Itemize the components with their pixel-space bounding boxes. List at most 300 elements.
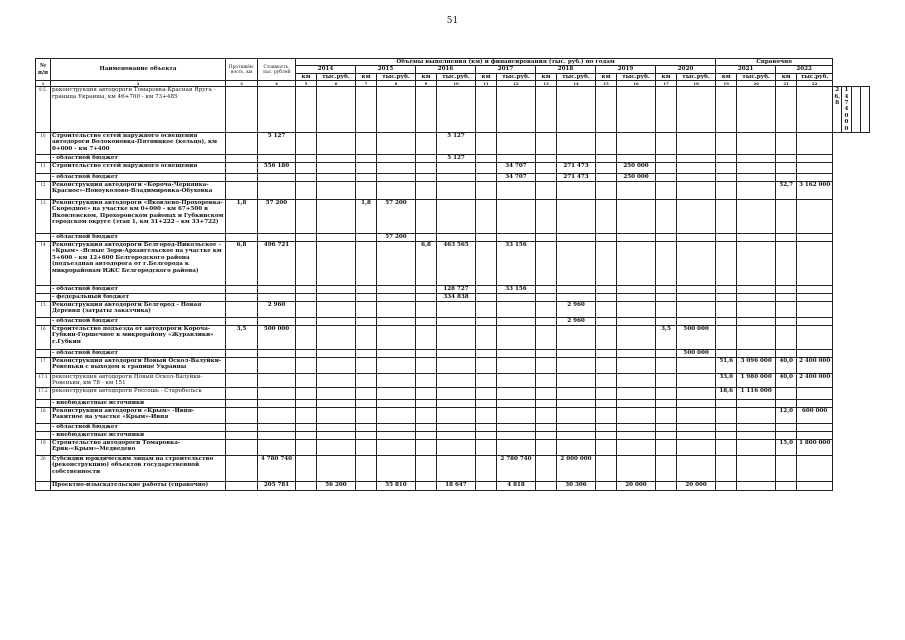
reference-value: 600 000 <box>797 408 833 424</box>
year-value <box>677 234 716 242</box>
year-value <box>437 326 476 350</box>
year-value <box>476 87 497 133</box>
year-value <box>497 133 536 155</box>
table-row <box>36 482 870 491</box>
total-cost <box>258 87 296 133</box>
column-number: 18 <box>677 81 716 87</box>
object-name: - внебюджетные источники <box>51 400 226 408</box>
year-value <box>296 163 317 174</box>
year-value <box>596 400 617 408</box>
reference-value <box>797 350 833 358</box>
year-value: 500 000 <box>677 350 716 358</box>
year-value <box>497 326 536 350</box>
table-row <box>36 155 870 163</box>
reference-value <box>716 432 737 440</box>
year-value <box>677 424 716 432</box>
year-value <box>677 133 716 155</box>
year-value <box>317 326 356 350</box>
year-value <box>296 424 317 432</box>
year-value: 57 200 <box>377 234 416 242</box>
year-value <box>557 374 596 388</box>
year-value <box>716 87 737 133</box>
year-value <box>437 182 476 200</box>
year-value <box>536 358 557 374</box>
reference-value <box>716 456 737 482</box>
year-value <box>377 302 416 318</box>
year-value: 1,8 <box>356 200 377 234</box>
year-value <box>596 234 617 242</box>
year-value <box>476 163 497 174</box>
object-name: Реконструкция автодороги «Крым» -Ивня-Ракитное на участке «Крым»-Ивня <box>51 408 226 424</box>
total-cost <box>258 424 296 432</box>
length-km: 6,8 <box>226 242 258 286</box>
year-value <box>656 133 677 155</box>
header-group-title: Объёмы выполнения (км) и финансирования (тыс. руб.) по годам <box>296 59 716 66</box>
year-value <box>437 388 476 400</box>
reference-value <box>737 174 776 182</box>
year-value: 18 647 <box>437 482 476 491</box>
year-value <box>317 200 356 234</box>
header-unit-km: км <box>776 73 797 80</box>
year-value <box>437 424 476 432</box>
year-value <box>656 294 677 302</box>
reference-value <box>776 163 797 174</box>
object-name: Реконструкция автодороги «Яковлево-Прохоровка-Скородное» на участке км 0+000 - км 67+500 в Яковлевском, Прохоровском районах и Губкинском городском округе (этап 1, км 31+222 - км 33+722) <box>51 200 226 234</box>
year-value <box>656 318 677 326</box>
year-value <box>437 408 476 424</box>
year-value <box>296 200 317 234</box>
total-cost <box>258 358 296 374</box>
length-km <box>226 374 258 388</box>
length-km <box>226 456 258 482</box>
year-value <box>416 408 437 424</box>
year-value <box>617 133 656 155</box>
year-value <box>536 286 557 294</box>
year-value <box>536 200 557 234</box>
year-value <box>356 388 377 400</box>
year-value <box>536 87 557 133</box>
year-value <box>497 302 536 318</box>
reference-value <box>776 174 797 182</box>
year-value <box>416 182 437 200</box>
year-value <box>596 350 617 358</box>
year-value <box>596 200 617 234</box>
year-value <box>296 358 317 374</box>
column-number: 3 <box>226 81 258 87</box>
year-value <box>497 182 536 200</box>
year-value: 463 565 <box>437 242 476 286</box>
year-value <box>356 350 377 358</box>
year-value <box>596 388 617 400</box>
row-index: 18 <box>36 408 51 424</box>
object-name: Проектно-изыскательские работы (справочно) <box>51 482 226 491</box>
object-name: реконструкция автодороги Томаровка-Красная Яруга - граница Украины, км 46+700 - км 73+485 <box>51 87 226 133</box>
row-index <box>36 318 51 326</box>
year-value <box>356 294 377 302</box>
length-km: 3,5 <box>226 326 258 350</box>
reference-value <box>737 424 776 432</box>
reference-value: 51,6 <box>716 358 737 374</box>
length-km <box>226 358 258 374</box>
year-value <box>677 318 716 326</box>
year-value <box>536 182 557 200</box>
year-value <box>596 182 617 200</box>
row-index: 11 <box>36 163 51 174</box>
object-name: Реконструкция автодороги Новый Оскол-Валуйки-Ровеньки с выходом к границе Украины <box>51 358 226 374</box>
year-value <box>356 234 377 242</box>
object-name: - областной бюджет <box>51 318 226 326</box>
year-value <box>557 350 596 358</box>
year-value <box>677 294 716 302</box>
year-value <box>677 358 716 374</box>
year-value <box>296 182 317 200</box>
year-value <box>317 388 356 400</box>
year-value <box>536 234 557 242</box>
reference-value <box>737 163 776 174</box>
row-index: 13 <box>36 200 51 234</box>
reference-value <box>797 174 833 182</box>
year-value <box>437 234 476 242</box>
header-unit-km: км <box>416 73 437 80</box>
year-value <box>317 432 356 440</box>
column-number: 12 <box>497 81 536 87</box>
year-value <box>677 286 716 294</box>
year-value <box>356 133 377 155</box>
year-value <box>497 424 536 432</box>
table-row <box>36 318 870 326</box>
reference-value <box>716 326 737 350</box>
table-row <box>36 302 870 318</box>
year-value <box>656 302 677 318</box>
table-row <box>36 174 870 182</box>
year-value <box>476 174 497 182</box>
year-value <box>617 400 656 408</box>
reference-value <box>797 388 833 400</box>
year-value <box>536 432 557 440</box>
total-cost <box>258 155 296 163</box>
year-value <box>437 350 476 358</box>
header-unit-km: км <box>296 73 317 80</box>
year-value <box>476 200 497 234</box>
year-value <box>317 318 356 326</box>
reference-value <box>776 200 797 234</box>
year-value <box>677 163 716 174</box>
reference-value <box>716 302 737 318</box>
year-value <box>437 440 476 456</box>
year-value: 2 960 <box>557 318 596 326</box>
year-value <box>536 400 557 408</box>
year-value <box>296 408 317 424</box>
year-value <box>317 302 356 318</box>
row-index: 12 <box>36 182 51 200</box>
year-value <box>596 424 617 432</box>
year-value <box>656 388 677 400</box>
row-index: 16 <box>36 326 51 350</box>
total-cost <box>258 432 296 440</box>
year-value <box>617 242 656 286</box>
year-value <box>536 302 557 318</box>
reference-value: 26,8 <box>833 87 842 133</box>
reference-value <box>737 432 776 440</box>
year-value <box>377 408 416 424</box>
year-value <box>536 318 557 326</box>
year-value <box>617 358 656 374</box>
object-name: - федеральный бюджет <box>51 294 226 302</box>
year-value <box>356 482 377 491</box>
object-name: Строительство сетей наружного освещения автодороги Волоконовка-Пятницкое (кольцо), км 0+000 - км 7+400 <box>51 133 226 155</box>
year-value <box>317 286 356 294</box>
year-value: 2 780 740 <box>497 456 536 482</box>
reference-value <box>797 234 833 242</box>
reference-value <box>716 234 737 242</box>
year-value <box>416 133 437 155</box>
year-value <box>437 456 476 482</box>
reference-value <box>776 482 797 491</box>
table-row <box>36 424 870 432</box>
year-value <box>356 318 377 326</box>
year-value <box>596 482 617 491</box>
year-value <box>656 155 677 163</box>
year-value <box>437 87 476 133</box>
year-value: 55 810 <box>377 482 416 491</box>
reference-value <box>737 302 776 318</box>
year-value: 56 200 <box>317 482 356 491</box>
column-number: 7 <box>356 81 377 87</box>
year-value: 5 127 <box>437 133 476 155</box>
year-value: 128 727 <box>437 286 476 294</box>
total-cost <box>258 234 296 242</box>
length-km <box>226 440 258 456</box>
year-value <box>416 326 437 350</box>
year-value <box>416 456 437 482</box>
year-value <box>296 234 317 242</box>
year-value <box>377 326 416 350</box>
year-value <box>656 87 677 133</box>
year-value <box>356 408 377 424</box>
reference-value: 2 400 000 <box>797 358 833 374</box>
year-value: 3,5 <box>656 326 677 350</box>
year-value <box>497 408 536 424</box>
year-value <box>536 133 557 155</box>
header-year-2020: 2020 <box>656 66 716 73</box>
year-value <box>617 294 656 302</box>
year-value <box>356 155 377 163</box>
year-value <box>296 294 317 302</box>
reference-value <box>776 350 797 358</box>
year-value <box>677 456 716 482</box>
table-row <box>36 374 870 388</box>
length-km <box>226 174 258 182</box>
reference-value <box>797 482 833 491</box>
year-value <box>476 286 497 294</box>
year-value <box>596 358 617 374</box>
total-cost: 4 780 740 <box>258 456 296 482</box>
year-value <box>596 326 617 350</box>
year-value <box>476 388 497 400</box>
column-number: 14 <box>557 81 596 87</box>
length-km <box>226 482 258 491</box>
year-value <box>617 408 656 424</box>
year-value <box>677 182 716 200</box>
year-value <box>317 163 356 174</box>
header-unit-rub: тыс.руб. <box>317 73 356 80</box>
year-value <box>377 374 416 388</box>
total-cost <box>258 174 296 182</box>
year-value <box>536 326 557 350</box>
year-value <box>776 87 797 133</box>
year-value <box>596 294 617 302</box>
total-cost <box>258 408 296 424</box>
year-value <box>476 326 497 350</box>
reference-value <box>737 482 776 491</box>
year-value <box>536 424 557 432</box>
row-index: 14 <box>36 242 51 286</box>
table-row <box>36 294 870 302</box>
year-value <box>497 400 536 408</box>
reference-value <box>737 286 776 294</box>
object-name: - областной бюджет <box>51 350 226 358</box>
year-value <box>557 133 596 155</box>
reference-value <box>776 432 797 440</box>
year-value <box>416 294 437 302</box>
reference-value: 3 096 000 <box>737 358 776 374</box>
year-value <box>377 424 416 432</box>
column-number: 6 <box>317 81 356 87</box>
year-value <box>437 318 476 326</box>
year-value <box>356 440 377 456</box>
year-value <box>656 350 677 358</box>
column-number: 2 <box>51 81 226 87</box>
length-km <box>226 163 258 174</box>
year-value <box>557 326 596 350</box>
reference-value: 18,6 <box>716 388 737 400</box>
year-value <box>416 234 437 242</box>
length-km <box>226 286 258 294</box>
year-value <box>476 400 497 408</box>
year-value <box>356 174 377 182</box>
year-value <box>296 388 317 400</box>
year-value <box>497 87 536 133</box>
total-cost <box>258 388 296 400</box>
reference-value <box>797 302 833 318</box>
year-value: 4 818 <box>497 482 536 491</box>
reference-value <box>797 318 833 326</box>
header-unit-rub: тыс.руб. <box>677 73 716 80</box>
year-value <box>476 302 497 318</box>
year-value <box>677 302 716 318</box>
year-value <box>617 388 656 400</box>
row-index: 20 <box>36 456 51 482</box>
header-unit-rub: тыс.руб. <box>557 73 596 80</box>
year-value <box>296 286 317 294</box>
year-value <box>617 326 656 350</box>
column-number: 11 <box>476 81 497 87</box>
year-value <box>497 358 536 374</box>
header-unit-km: км <box>476 73 497 80</box>
year-value <box>476 432 497 440</box>
year-value: 500 000 <box>677 326 716 350</box>
year-value: 250 000 <box>617 163 656 174</box>
year-value: 334 838 <box>437 294 476 302</box>
year-value: 6,8 <box>416 242 437 286</box>
year-value <box>377 358 416 374</box>
length-km <box>226 350 258 358</box>
reference-value <box>737 133 776 155</box>
header-year-2015: 2015 <box>356 66 416 73</box>
reference-value <box>716 408 737 424</box>
reference-value <box>737 326 776 350</box>
year-value <box>317 174 356 182</box>
year-value <box>296 374 317 388</box>
year-value <box>296 318 317 326</box>
year-value <box>296 302 317 318</box>
header-unit-rub: тыс.руб. <box>497 73 536 80</box>
reference-value <box>716 163 737 174</box>
year-value <box>557 440 596 456</box>
year-value <box>356 182 377 200</box>
year-value <box>416 440 437 456</box>
reference-value <box>776 326 797 350</box>
year-value: 34 707 <box>497 174 536 182</box>
year-value <box>476 482 497 491</box>
year-value <box>617 374 656 388</box>
year-value <box>317 350 356 358</box>
year-value <box>296 174 317 182</box>
year-value <box>677 408 716 424</box>
table-row <box>36 163 870 174</box>
object-name: Реконструкция автодороги «Короча-Чернянка-Красное»-Новоуколово-Владимировка-Обуховка <box>51 182 226 200</box>
year-value <box>617 182 656 200</box>
row-index <box>36 350 51 358</box>
year-value <box>656 163 677 174</box>
row-index <box>36 155 51 163</box>
year-value <box>497 234 536 242</box>
row-index <box>36 234 51 242</box>
row-index <box>36 400 51 408</box>
reference-value <box>737 456 776 482</box>
year-value <box>476 234 497 242</box>
table-row <box>36 350 870 358</box>
year-value: 33 156 <box>497 286 536 294</box>
year-value <box>377 456 416 482</box>
reference-value: 1 474 000 <box>842 87 851 133</box>
year-value <box>656 358 677 374</box>
year-value <box>557 200 596 234</box>
year-value <box>317 133 356 155</box>
year-value <box>416 358 437 374</box>
year-value <box>317 424 356 432</box>
year-value <box>356 432 377 440</box>
year-value <box>476 182 497 200</box>
reference-value <box>737 200 776 234</box>
year-value <box>497 388 536 400</box>
year-value <box>677 200 716 234</box>
total-cost <box>258 318 296 326</box>
row-index: 17.1 <box>36 374 51 388</box>
header-year-2014: 2014 <box>296 66 356 73</box>
year-value <box>677 242 716 286</box>
column-number: 9 <box>416 81 437 87</box>
reference-value <box>737 440 776 456</box>
year-value <box>596 440 617 456</box>
row-index <box>36 432 51 440</box>
reference-value: 1 116 000 <box>737 388 776 400</box>
year-value <box>377 242 416 286</box>
year-value <box>317 456 356 482</box>
year-value <box>656 456 677 482</box>
year-value <box>656 408 677 424</box>
object-name: Реконструкция автодороги Белгород-Никольское - «Крым» -Ясные Зори-Архангельское на участке км 5+600 - км 12+600 Белгородского района (подъездная автодорога от г.Белгорода к микрорайонам ИЖС Белгородского района) <box>51 242 226 286</box>
